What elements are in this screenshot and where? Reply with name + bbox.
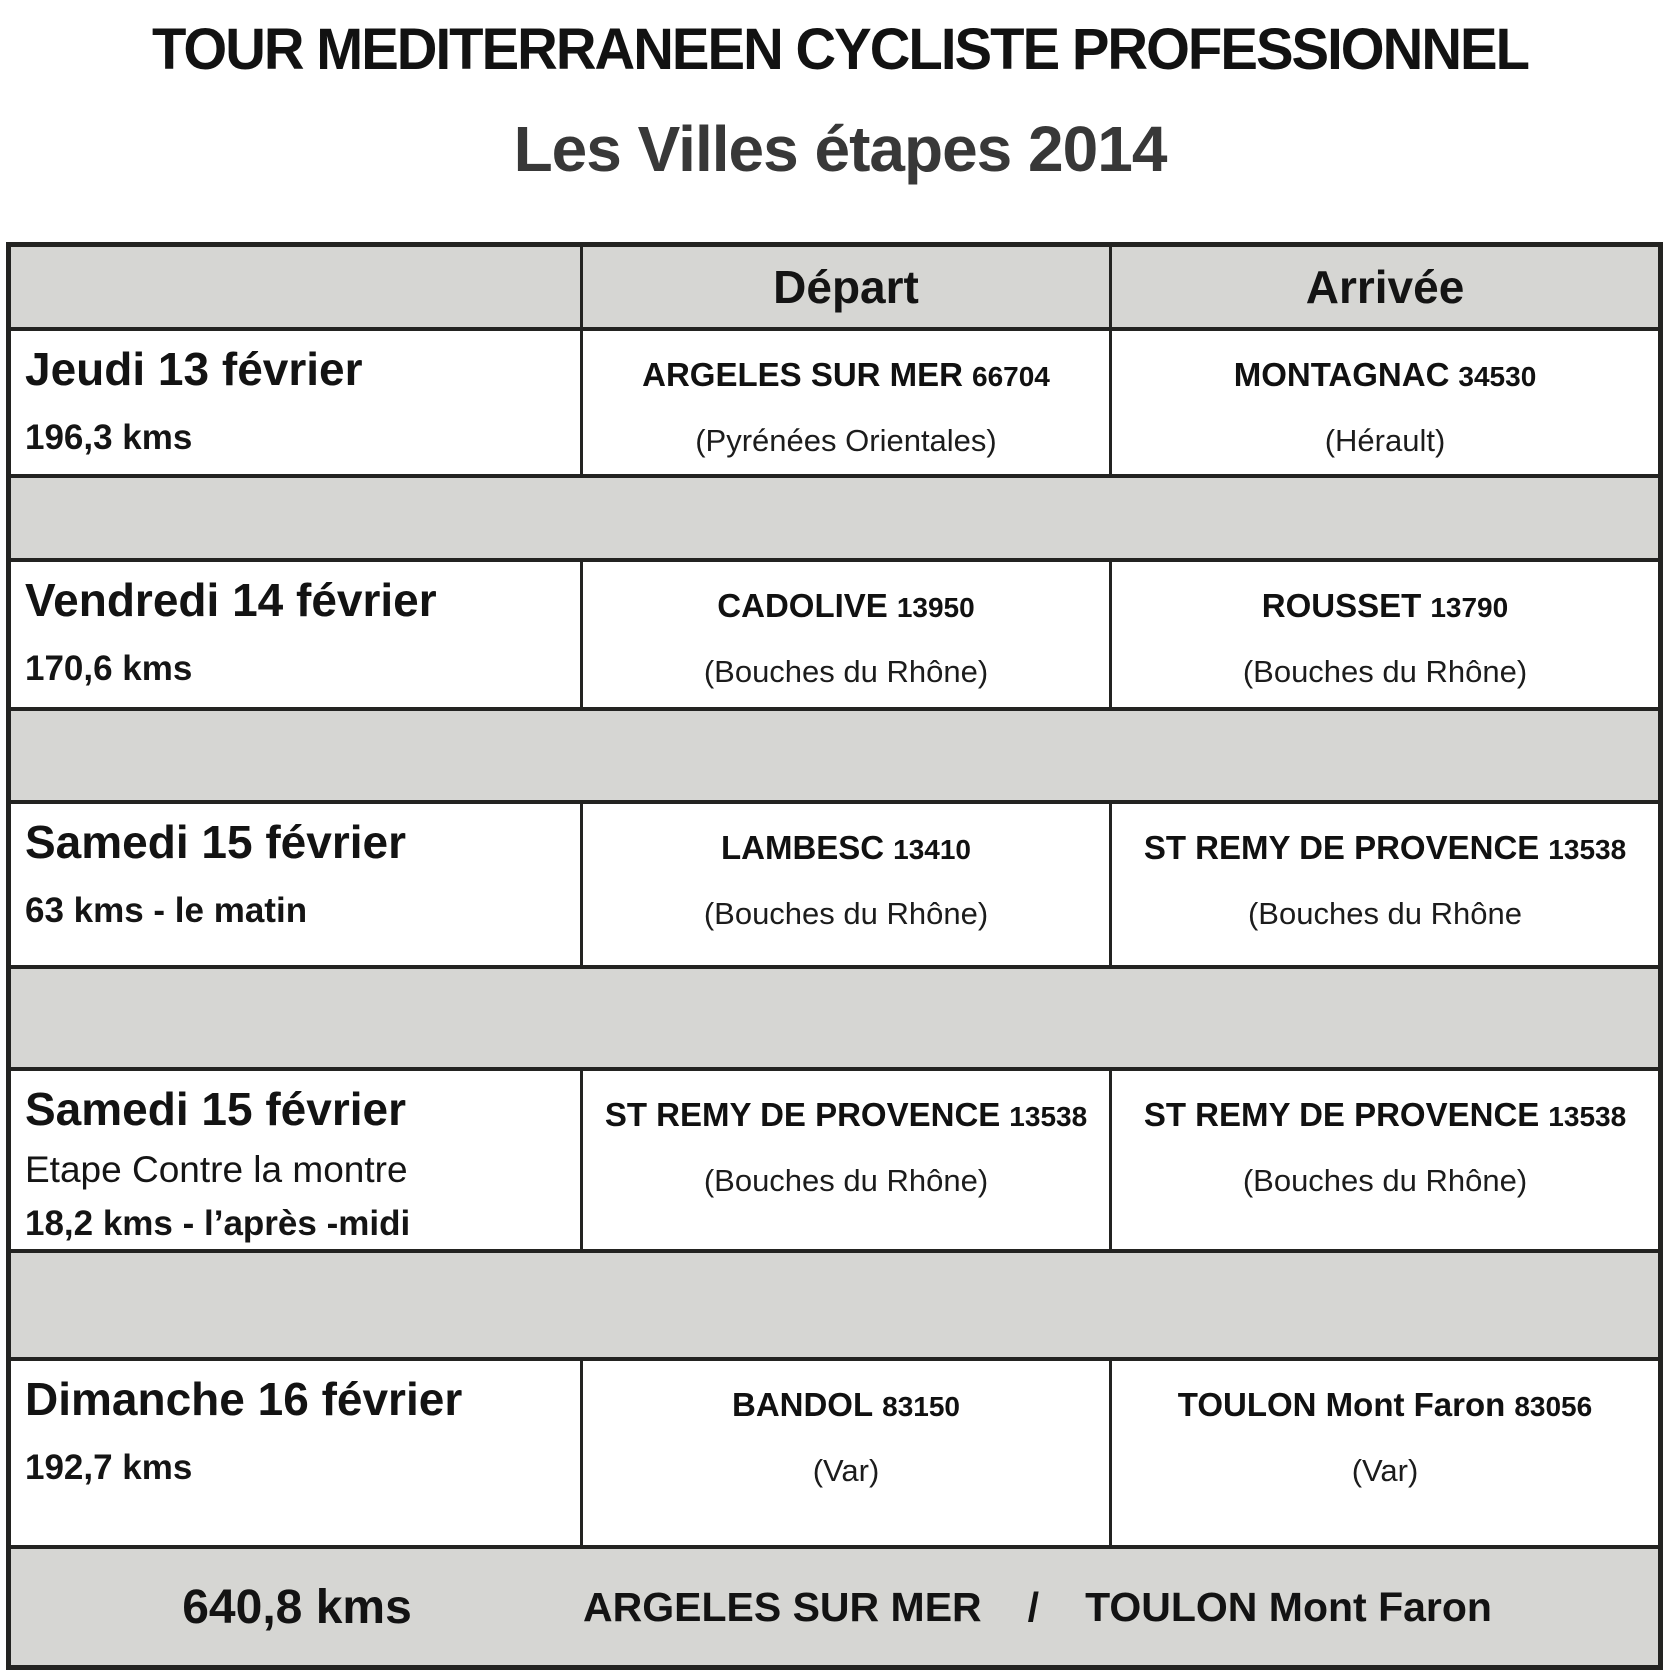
department-label: (Hérault)	[1324, 423, 1446, 459]
department-label: (Bouches du Rhône	[1247, 896, 1523, 932]
city-name: ROUSSET	[1261, 587, 1422, 624]
city-line	[1178, 1387, 1592, 1423]
postal-code: 66704	[972, 361, 1050, 392]
day-label: Dimanche 16 février	[25, 1373, 463, 1425]
city-name: CADOLIVE	[717, 587, 888, 624]
stage-row-samedi-15-clm	[11, 1067, 1658, 1249]
header-row	[11, 247, 1658, 327]
page-subtitle: Les Villes étapes 2014	[513, 113, 1167, 185]
department-label: (Bouches du Rhône)	[703, 654, 989, 690]
route-end: TOULON Mont Faron	[1085, 1583, 1492, 1630]
postal-code: 13410	[893, 834, 972, 865]
header-cell-empty	[11, 247, 583, 327]
header-cell-depart: Départ	[583, 247, 1112, 327]
city-name: TOULON Mont Faron	[1177, 1386, 1506, 1423]
postal-code: 13950	[896, 592, 975, 623]
city-line	[732, 1387, 960, 1423]
distance-label: 170,6 kms	[25, 648, 193, 688]
postal-code: 34530	[1458, 361, 1537, 392]
postal-code: 13538	[1548, 834, 1627, 865]
stage-table	[6, 242, 1663, 1670]
arrivee-cell	[1112, 804, 1658, 965]
depart-cell	[583, 331, 1112, 474]
spacer-band	[11, 474, 1658, 558]
total-distance: 640,8 kms	[182, 1580, 412, 1634]
depart-cell	[583, 804, 1112, 965]
day-cell	[11, 1361, 583, 1545]
city-line	[1262, 588, 1508, 624]
city-name: ST REMY DE PROVENCE	[1143, 1096, 1540, 1133]
postal-code: 13538	[1548, 1101, 1627, 1132]
stage-type-label: Etape Contre la montre	[25, 1148, 408, 1190]
stage-row-dimanche-16	[11, 1357, 1658, 1545]
city-name: ST REMY DE PROVENCE	[1143, 829, 1540, 866]
spacer-band	[11, 965, 1658, 1067]
city-line	[1144, 830, 1626, 866]
depart-cell	[583, 1361, 1112, 1545]
department-label: (Bouches du Rhône)	[703, 896, 989, 932]
depart-cell	[583, 1071, 1112, 1252]
city-name: ARGELES SUR MER	[642, 356, 963, 393]
depart-cell	[583, 562, 1112, 707]
stage-row-samedi-15-matin	[11, 800, 1658, 965]
department-label: (Var)	[1351, 1453, 1419, 1489]
route-start: ARGELES SUR MER	[583, 1583, 982, 1630]
arrivee-cell	[1112, 562, 1658, 707]
spacer-band	[11, 707, 1658, 800]
city-name: MONTAGNAC	[1233, 356, 1450, 393]
postal-code: 83150	[882, 1391, 961, 1422]
city-line	[1144, 1097, 1626, 1133]
arrivee-cell	[1112, 1071, 1658, 1252]
day-label: Vendredi 14 février	[25, 574, 437, 626]
stage-row-jeudi-13	[11, 327, 1658, 474]
distance-label: 196,3 kms	[25, 417, 193, 457]
day-cell	[11, 331, 583, 474]
header-cell-arrivee: Arrivée	[1305, 261, 1465, 313]
postal-code: 83056	[1514, 1391, 1593, 1422]
distance-label: 192,7 kms	[25, 1447, 193, 1487]
footer-row	[11, 1545, 1658, 1665]
city-line	[642, 357, 1050, 393]
distance-label: 18,2 kms - l’après -midi	[25, 1204, 411, 1244]
route-separator: /	[1027, 1583, 1040, 1630]
arrivee-cell	[1112, 1361, 1658, 1545]
city-line	[721, 830, 971, 866]
city-name: BANDOL	[731, 1386, 874, 1423]
city-line	[1234, 357, 1537, 393]
day-label: Jeudi 13 février	[25, 343, 363, 395]
department-label: (Bouches du Rhône)	[1242, 1163, 1528, 1199]
stage-row-vendredi-14	[11, 558, 1658, 707]
city-name: ST REMY DE PROVENCE	[604, 1096, 1001, 1133]
department-label: (Var)	[812, 1453, 880, 1489]
department-label: (Bouches du Rhône)	[1242, 654, 1528, 690]
postal-code: 13538	[1009, 1101, 1088, 1132]
city-line	[605, 1097, 1087, 1133]
day-cell	[11, 1071, 583, 1252]
department-label: (Bouches du Rhône)	[703, 1163, 989, 1199]
distance-label: 63 kms - le matin	[25, 890, 308, 930]
day-label: Samedi 15 février	[25, 816, 407, 868]
department-label: (Pyrénées Orientales)	[695, 423, 997, 459]
city-line	[717, 588, 974, 624]
day-cell	[11, 804, 583, 965]
day-cell	[11, 562, 583, 707]
city-name: LAMBESC	[720, 829, 885, 866]
postal-code: 13790	[1430, 592, 1509, 623]
day-label: Samedi 15 février	[25, 1083, 407, 1135]
arrivee-cell	[1112, 331, 1658, 474]
route-summary	[583, 1549, 1662, 1665]
spacer-band	[11, 1249, 1658, 1357]
page-title: TOUR MEDITERRANEEN CYCLISTE PROFESSIONNEL	[151, 17, 1529, 82]
